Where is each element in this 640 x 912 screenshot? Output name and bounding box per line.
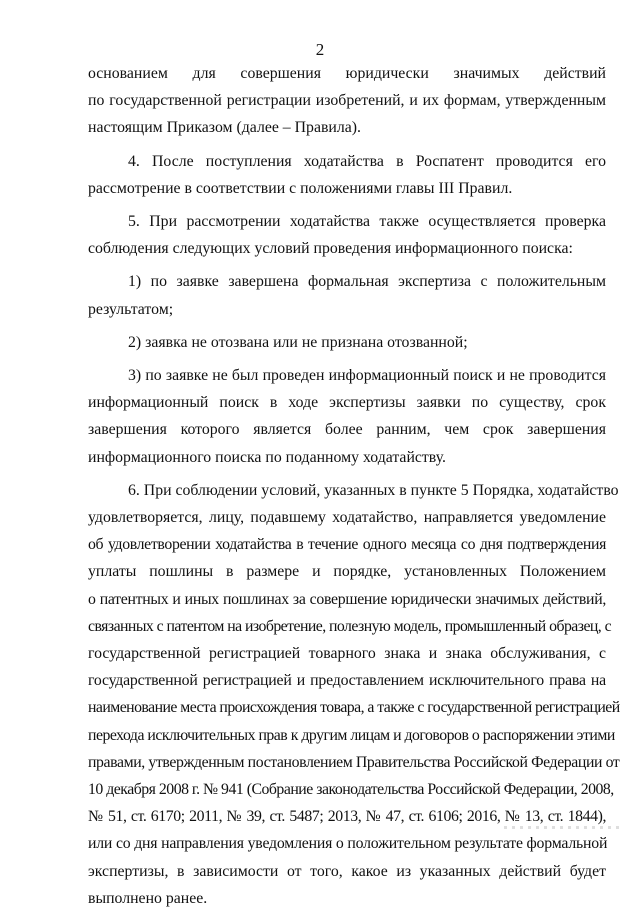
paragraph-continuation — [88, 60, 606, 142]
text-line: 5. При рассмотрении ходатайства также осуществляется проверка — [128, 213, 606, 231]
text-line: соблюдения следующих условий проведения информационного поиска: — [88, 240, 573, 258]
document-body — [88, 60, 620, 912]
page-number: 2 — [315, 40, 325, 59]
text-line: информационного поиска по поданному ходатайству. — [88, 448, 446, 466]
text-line: перехода исключительных прав к другим лицам и договоров о распоряжении этими — [88, 726, 615, 744]
paragraph-subitem-2 — [88, 329, 606, 356]
text-line: завершения которого является более ранним, чем срок завершения — [88, 421, 606, 439]
text-line: о патентных и иных пошлинах за совершение юридически значимых действий, — [88, 590, 606, 608]
text-line: экспертизы, в зависимости от того, какое из указанных действий будет — [88, 862, 606, 880]
paragraph-item-6 — [88, 477, 620, 912]
text-line: рассмотрение в соответствии с положениями главы III Правил. — [88, 179, 513, 197]
text-line: правами, утвержденным постановлением Правительства Российской Федерации от — [88, 753, 620, 771]
text-line: по государственной регистрации изобретений, и их формам, утвержденным — [88, 92, 606, 110]
text-line: или со дня направления уведомления о положительном результате формальной — [88, 835, 608, 853]
text-line: государственной регистрацией товарного знака и знака обслуживания, с — [88, 645, 606, 663]
text-line: об удовлетворении ходатайства в течение одного месяца со дня подтверждения — [88, 536, 606, 554]
paragraph-subitem-1 — [88, 268, 606, 322]
text-line: 1) по заявке завершена формальная экспертиза с положительным — [128, 273, 606, 291]
text-line: государственной регистрацией и предоставлением исключительного права на — [88, 672, 606, 690]
paragraph-item-4 — [88, 148, 606, 202]
text-line: наименование места происхождения товара, а также с государственной регистрацией — [88, 699, 620, 717]
text-line: выполнено ранее. — [88, 889, 208, 907]
text-line: результатом; — [88, 300, 174, 318]
paragraph-subitem-3 — [88, 362, 606, 471]
scan-artifact — [504, 826, 622, 829]
text-line: 3) по заявке не был проведен информационный поиск и не проводится — [128, 367, 606, 385]
text-line: 4. После поступления ходатайства в Роспатент проводится его — [128, 152, 606, 170]
paragraph-item-5 — [88, 208, 606, 262]
text-line: настоящим Приказом (далее – Правила). — [88, 119, 361, 137]
text-line: 10 декабря 2008 г. № 941 (Собрание законодательства Российской Федерации, 2008, — [88, 781, 614, 799]
text-line: 6. При соблюдении условий, указанных в пункте 5 Порядка, ходатайство — [128, 481, 619, 499]
text-line: основанием для совершения юридически значимых действий — [88, 65, 606, 82]
text-line: связанных с патентом на изобретение, полезную модель, промышленный образец, с — [88, 617, 612, 635]
text-line: 2) заявка не отозвана или не признана отозванной; — [128, 333, 468, 351]
text-line: удовлетворяется, лицу, подавшему ходатайство, направляется уведомление — [88, 509, 606, 527]
text-line: уплаты пошлины в размере и порядке, установленных Положением — [88, 563, 606, 581]
text-line: информационный поиск в ходе экспертизы заявки по существу, срок — [88, 394, 606, 412]
text-line: № 51, ст. 6170; 2011, № 39, ст. 5487; 2013, № 47, ст. 6106; 2016, № 13, ст. 1844), — [88, 808, 606, 826]
